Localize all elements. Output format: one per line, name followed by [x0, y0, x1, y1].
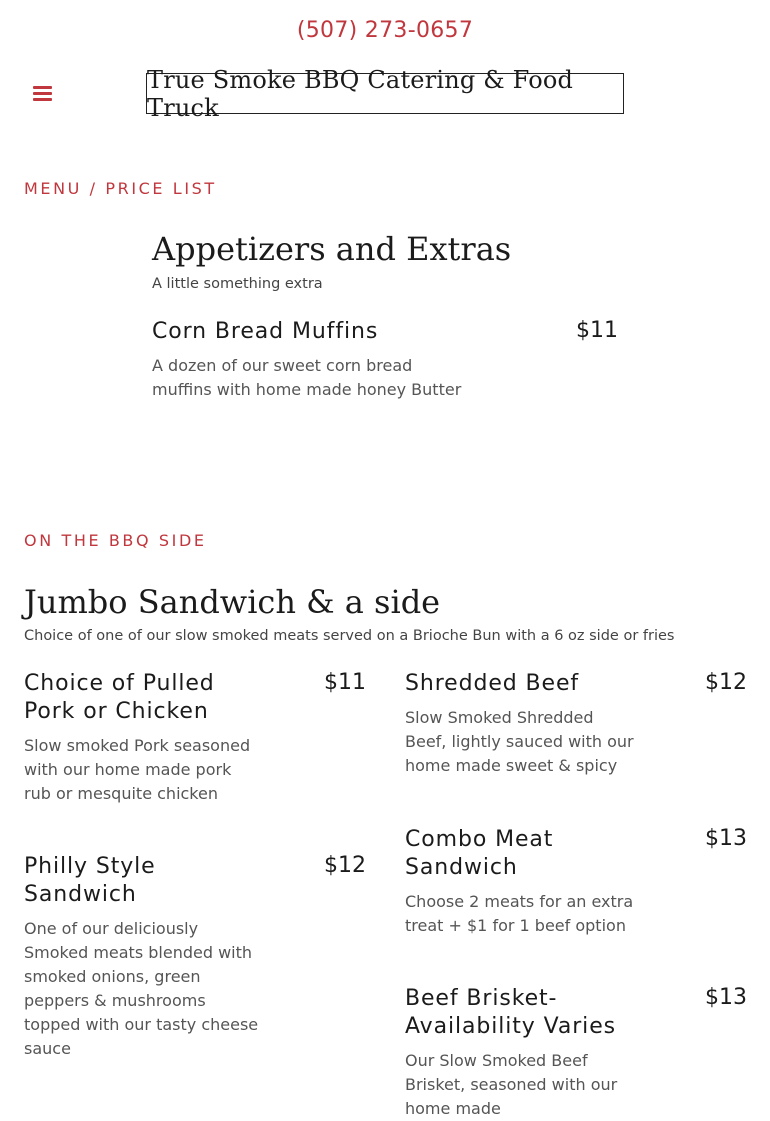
item-price: $12	[705, 670, 747, 695]
item-price: $13	[705, 826, 747, 851]
logo-text: True Smoke BBQ Catering & Food Truck	[147, 65, 574, 122]
category-title: Jumbo Sandwich & a side	[24, 583, 441, 621]
category-description: Choice of one of our slow smoked meats served on a Brioche Bun with a 6 oz side or fries	[24, 628, 675, 644]
item-name: Combo Meat Sandwich	[405, 827, 554, 880]
item-price: $11	[324, 670, 366, 695]
phone-link[interactable]: (507) 273-0657	[296, 18, 474, 43]
item-description: Slow smoked Pork seasoned with our home made pork rub or mesquite chicken	[24, 736, 251, 803]
menu-item	[24, 670, 366, 806]
menu-item	[405, 670, 747, 778]
menu-line-middle	[33, 92, 52, 95]
item-name: Choice of Pulled Pork or Chicken	[24, 671, 215, 724]
item-description: Slow Smoked Shredded Beef, lightly sauced with our home made sweet & spicy	[405, 708, 634, 775]
item-description: One of our deliciously Smoked meats blended with smoked onions, green peppers & mushrooms topped with our tasty cheese sauce	[24, 919, 259, 1058]
category-title: Appetizers and Extras	[152, 230, 512, 268]
item-name: Corn Bread Muffins	[152, 319, 379, 344]
item-description: Our Slow Smoked Beef Brisket, seasoned with our home made	[405, 1051, 618, 1118]
item-price: $11	[576, 318, 618, 343]
item-price: $13	[705, 985, 747, 1010]
item-description: Choose 2 meats for an extra treat + $1 for 1 beef option	[405, 892, 634, 935]
section-label-bbq: ON THE BBQ SIDE	[24, 531, 207, 550]
item-name: Philly Style Sandwich	[24, 854, 156, 907]
menu-item	[405, 985, 747, 1121]
section-label-menu: MENU / PRICE LIST	[24, 179, 217, 198]
menu-line-bottom	[33, 98, 52, 101]
item-name: Beef Brisket- Availability Varies	[405, 986, 616, 1039]
menu-item	[405, 826, 747, 938]
category-description: A little something extra	[152, 276, 323, 292]
hamburger-menu-icon[interactable]	[33, 84, 53, 102]
item-description: A dozen of our sweet corn bread muffins with home made honey Butter	[152, 356, 462, 399]
menu-line-top	[33, 86, 52, 89]
menu-item	[152, 318, 622, 402]
menu-item	[24, 853, 366, 1061]
item-price: $12	[324, 853, 366, 878]
item-name: Shredded Beef	[405, 671, 580, 696]
site-logo[interactable]	[146, 65, 624, 122]
